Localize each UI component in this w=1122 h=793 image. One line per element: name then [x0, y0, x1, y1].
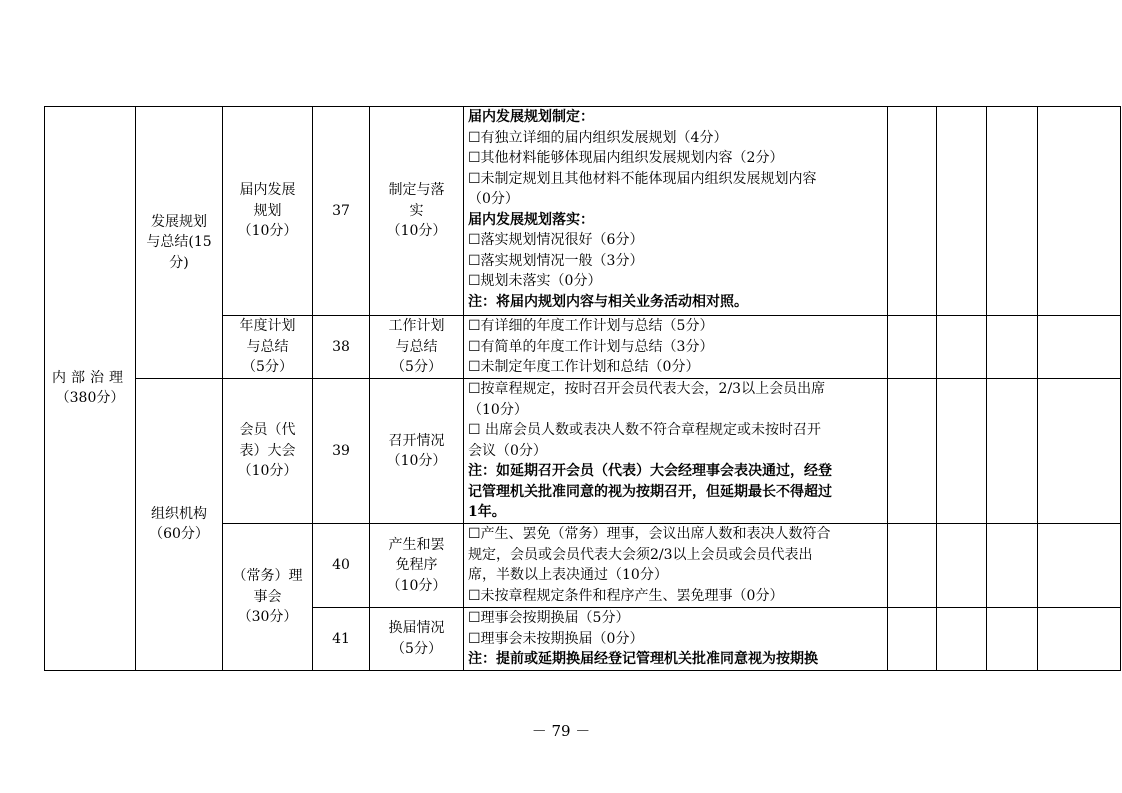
score-cell [987, 524, 1038, 608]
indicator-line: 表）大会 [239, 442, 296, 459]
subitem-line: （10分） [386, 223, 447, 240]
subitem-cell [370, 524, 464, 608]
criteria-line: ☐有详细的年度工作计划与总结（5分） [468, 318, 714, 334]
criteria-line: 1年。 [468, 504, 506, 520]
criteria-line: 席，半数以上表决通过（10分） [468, 567, 668, 583]
score-cell [937, 107, 987, 316]
category-level2-line: 发展规划 [151, 213, 207, 230]
subitem-line: 换届情况 [388, 620, 445, 637]
subitem-cell [370, 608, 464, 671]
category-level1-name: 内部治理 [52, 369, 128, 386]
subitem-line: 实 [409, 202, 424, 219]
category-level1-cell [45, 107, 136, 671]
criteria-cell [464, 316, 888, 379]
criteria-line: ☐有独立详细的届内组织发展规划（4分） [468, 129, 728, 146]
indicator-line: 届内发展 [239, 182, 296, 199]
subitem-line: 工作计划 [388, 318, 445, 335]
subitem-line: （10分） [386, 453, 447, 469]
subitem-cell [370, 107, 464, 316]
category-level1-score: （380分） [55, 390, 125, 407]
indicator-line: 年度计划 [239, 318, 296, 335]
remark-cell [1038, 316, 1121, 379]
subitem-line: （10分） [386, 577, 447, 594]
category-level2-cell [136, 107, 223, 379]
evaluation-table [44, 106, 1121, 671]
item-number: 37 [313, 107, 370, 316]
item-number: 38 [313, 316, 370, 379]
table-row [45, 379, 1121, 524]
subitem-line: 与总结 [395, 338, 438, 355]
category-level2-line: （60分） [149, 526, 209, 543]
indicator-line: 事会 [253, 588, 282, 605]
criteria-line: ☐ 出席会员人数或表决人数不符合章程规定或未按时召开 [468, 422, 821, 438]
score-cell [987, 107, 1038, 316]
subitem-line: 产生和罢 [388, 536, 445, 553]
criteria-line: 会议（0分） [468, 442, 547, 459]
score-cell [987, 608, 1038, 671]
subitem-cell [370, 316, 464, 379]
item-number: 40 [313, 524, 370, 608]
indicator-line: （10分） [237, 463, 298, 480]
remark-cell [1038, 379, 1121, 524]
criteria-line: 注：如延期召开会员（代表）大会经理事会表决通过，经登 [468, 463, 832, 479]
score-cell [888, 107, 937, 316]
subitem-cell [370, 379, 464, 524]
score-cell [937, 316, 987, 379]
score-cell [888, 379, 937, 524]
score-cell [987, 316, 1038, 379]
indicator-cell [223, 379, 313, 524]
criteria-line: 规定，会员或会员代表大会须2/3以上会员或会员代表出 [468, 546, 813, 563]
remark-cell [1038, 107, 1121, 316]
page-number: － 79 － [531, 722, 591, 740]
criteria-line: ☐规划未落实（0分） [468, 273, 602, 289]
score-cell [888, 316, 937, 379]
indicator-line: （常务）理 [232, 568, 303, 584]
score-cell [937, 379, 987, 524]
criteria-line: ☐未按章程规定条件和程序产生、罢免理事（0分） [468, 587, 784, 604]
category-level2-cell [136, 379, 223, 671]
criteria-line: 届内发展规划落实： [468, 211, 594, 228]
criteria-line: ☐产生、罢免（常务）理事，会议出席人数和表决人数符合 [468, 526, 831, 542]
criteria-line: 注：提前或延期换届经登记管理机关批准同意视为按期换 [468, 651, 818, 667]
criteria-line: 注：将届内规划内容与相关业务活动相对照。 [468, 293, 748, 310]
criteria-cell [464, 608, 888, 671]
indicator-line: （30分） [237, 609, 298, 625]
score-cell [937, 524, 987, 608]
criteria-line: ☐理事会未按期换届（0分） [468, 630, 644, 647]
score-cell [937, 608, 987, 671]
criteria-line: （10分） [468, 401, 528, 418]
remark-cell [1038, 608, 1121, 671]
table-row [45, 107, 1121, 316]
category-level2-line: 组织机构 [151, 505, 207, 522]
criteria-line: ☐有简单的年度工作计划与总结（3分） [468, 338, 714, 355]
criteria-line: ☐未制定规划且其他材料不能体现届内组织发展规划内容 [468, 170, 817, 187]
criteria-line: （0分） [468, 191, 519, 207]
criteria-cell [464, 107, 888, 316]
criteria-line: 届内发展规划制定： [468, 109, 594, 125]
criteria-line: ☐落实规划情况一般（3分） [468, 252, 644, 269]
indicator-line: （10分） [237, 223, 298, 240]
indicator-cell [223, 107, 313, 316]
score-cell [888, 608, 937, 671]
indicator-cell [223, 316, 313, 379]
score-cell [888, 524, 937, 608]
subitem-line: 免程序 [395, 557, 438, 574]
score-cell [987, 379, 1038, 524]
criteria-line: ☐其他材料能够体现届内组织发展规划内容（2分） [468, 150, 784, 166]
item-number: 39 [313, 379, 370, 524]
indicator-line: 与总结 [246, 338, 289, 355]
subitem-line: （5分） [391, 359, 442, 376]
indicator-cell [223, 524, 313, 671]
criteria-line: 记管理机关批准同意的视为按期召开，但延期最长不得超过 [468, 483, 832, 500]
remark-cell [1038, 524, 1121, 608]
subitem-line: （5分） [391, 640, 442, 657]
criteria-cell [464, 524, 888, 608]
criteria-line: ☐按章程规定，按时召开会员代表大会，2/3以上会员出席 [468, 381, 826, 397]
indicator-line: 规划 [253, 202, 282, 219]
indicator-line: （5分） [242, 359, 293, 376]
indicator-line: 会员（代 [239, 422, 296, 439]
category-level2-line: 分) [169, 254, 189, 271]
subitem-line: 召开情况 [388, 432, 445, 449]
criteria-cell [464, 379, 888, 524]
subitem-line: 制定与落 [388, 182, 445, 199]
criteria-line: ☐理事会按期换届（5分） [468, 610, 630, 626]
category-level2-line: 与总结(15 [146, 234, 212, 251]
criteria-line: ☐落实规划情况很好（6分） [468, 232, 644, 248]
criteria-line: ☐未制定年度工作计划和总结（0分） [468, 359, 700, 375]
item-number: 41 [313, 608, 370, 671]
